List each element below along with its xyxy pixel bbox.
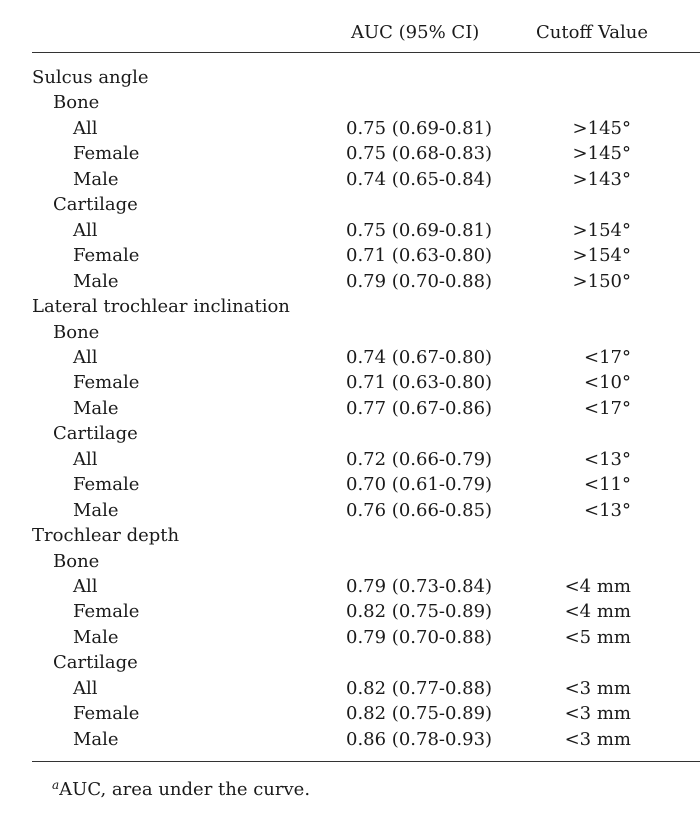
- footnote-marker: a: [52, 778, 60, 792]
- row-label: Male: [73, 626, 119, 648]
- table-row: [0, 218, 700, 243]
- cutoff-value: >154°: [572, 245, 631, 267]
- table-row: [0, 90, 700, 115]
- footnote: [52, 777, 310, 803]
- table-row: [0, 650, 700, 675]
- group-label: Sulcus angle: [32, 67, 149, 88]
- cutoff-value: <3 mm: [564, 703, 631, 725]
- cutoff-value: >145°: [572, 117, 631, 139]
- table-row: [0, 396, 700, 421]
- cutoff-column-header: Cutoff Value: [536, 22, 649, 43]
- cutoff-value: <10°: [584, 372, 631, 394]
- subgroup-label: Bone: [53, 550, 100, 572]
- auc-value: 0.82 (0.77-0.88): [346, 677, 493, 699]
- row-label: Male: [73, 499, 119, 521]
- table-row: [0, 701, 700, 726]
- auc-value: 0.74 (0.67-0.80): [346, 346, 493, 368]
- table-row: [0, 549, 700, 574]
- row-label: Male: [73, 728, 119, 750]
- group-label: Lateral trochlear inclination: [32, 296, 290, 318]
- auc-value: 0.75 (0.68-0.83): [346, 143, 493, 165]
- auc-value: 0.71 (0.63-0.80): [346, 372, 493, 394]
- row-label: All: [73, 576, 98, 597]
- table-row: [0, 574, 700, 599]
- cutoff-value: <3 mm: [564, 728, 631, 750]
- cutoff-value: <13°: [584, 448, 631, 470]
- subgroup-label: Cartilage: [53, 652, 138, 674]
- row-label: All: [73, 219, 98, 241]
- cutoff-value: >145°: [572, 143, 631, 165]
- row-label: Female: [73, 143, 140, 165]
- table-row: [0, 65, 700, 90]
- auc-value: 0.86 (0.78-0.93): [346, 728, 493, 750]
- cutoff-value: >143°: [572, 168, 631, 190]
- row-label: Female: [73, 703, 140, 725]
- table-row: [0, 294, 700, 319]
- row-label: Male: [73, 397, 119, 419]
- row-label: Female: [73, 245, 140, 267]
- auc-value: 0.75 (0.69-0.81): [346, 117, 493, 139]
- auc-value: 0.82 (0.75-0.89): [346, 601, 493, 623]
- subgroup-label: Bone: [53, 92, 100, 114]
- row-label: All: [73, 117, 98, 139]
- table-row: [0, 320, 700, 345]
- auc-value: 0.79 (0.70-0.88): [346, 626, 493, 648]
- subgroup-label: Bone: [53, 321, 100, 343]
- cutoff-value: >150°: [572, 270, 631, 292]
- auc-value: 0.77 (0.67-0.86): [346, 397, 493, 419]
- cutoff-value: <5 mm: [564, 626, 631, 648]
- cutoff-value: <3 mm: [564, 677, 631, 699]
- auc-value: 0.82 (0.75-0.89): [346, 703, 493, 725]
- table-row: [0, 269, 700, 294]
- auc-value: 0.74 (0.65-0.84): [346, 168, 493, 190]
- table-row: [0, 523, 700, 548]
- subgroup-label: Cartilage: [53, 423, 138, 445]
- table-row: [0, 243, 700, 268]
- auc-value: 0.71 (0.63-0.80): [346, 245, 493, 267]
- top-rule: [32, 52, 700, 53]
- table-row: [0, 167, 700, 192]
- cutoff-value: <13°: [584, 499, 631, 521]
- auc-value: 0.79 (0.73-0.84): [346, 576, 493, 597]
- auc-value: 0.79 (0.70-0.88): [346, 270, 493, 292]
- table-row: [0, 498, 700, 523]
- row-label: Female: [73, 474, 140, 496]
- auc-value: 0.72 (0.66-0.79): [346, 448, 493, 470]
- table-row: [0, 625, 700, 650]
- row-label: All: [73, 677, 98, 699]
- table-row: [0, 472, 700, 497]
- table-row: [0, 141, 700, 166]
- bottom-rule: [32, 761, 700, 762]
- auc-column-header: AUC (95% CI): [351, 22, 480, 43]
- subgroup-label: Cartilage: [53, 194, 138, 216]
- cutoff-value: <4 mm: [564, 601, 631, 623]
- auc-value: 0.76 (0.66-0.85): [346, 499, 493, 521]
- cutoff-value: <11°: [584, 474, 631, 496]
- table-row: [0, 727, 700, 752]
- table-row: [0, 192, 700, 217]
- table-row: [0, 370, 700, 395]
- footnote-text: AUC, area under the curve.: [59, 779, 311, 800]
- auc-value: 0.70 (0.61-0.79): [346, 474, 493, 496]
- group-label: Trochlear depth: [32, 525, 180, 547]
- table-row: [0, 676, 700, 701]
- table-row: [0, 345, 700, 370]
- table-row: [0, 116, 700, 141]
- auc-value: 0.75 (0.69-0.81): [346, 219, 493, 241]
- row-label: Female: [73, 372, 140, 394]
- row-label: Male: [73, 270, 119, 292]
- cutoff-value: <17°: [584, 346, 631, 368]
- table-row: [0, 447, 700, 472]
- row-label: Female: [73, 601, 140, 623]
- cutoff-value: <4 mm: [564, 576, 631, 597]
- table-row: [0, 421, 700, 446]
- table-row: [0, 599, 700, 624]
- row-label: Male: [73, 168, 119, 190]
- cutoff-value: >154°: [572, 219, 631, 241]
- cutoff-value: <17°: [584, 397, 631, 419]
- row-label: All: [73, 346, 98, 368]
- row-label: All: [73, 448, 98, 470]
